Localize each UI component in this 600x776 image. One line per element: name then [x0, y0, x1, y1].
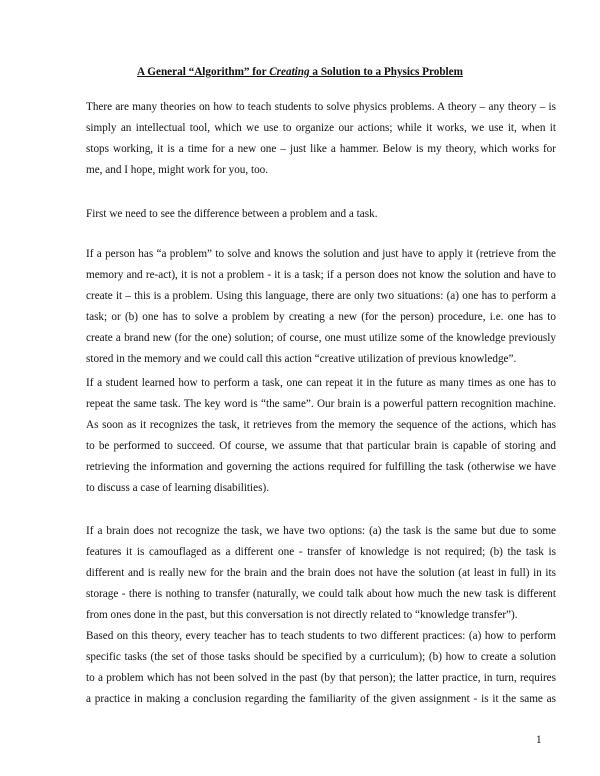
text-line: different and is really new for the brain and the brain does not have the solution (at least in full) in its [86, 567, 556, 579]
text-line: Based on this theory, every teacher has to teach students to two different practices: (a) how to perform [86, 630, 556, 642]
text-line: simply an intellectual tool, which we use to organize our actions; while it works, we use it, when it [86, 122, 556, 134]
text-line: me, and I hope, might work for you, too. [86, 164, 269, 176]
text-line: retrieving the information and governing the actions required for fulfilling the task (otherwise we have [86, 461, 556, 473]
paragraph-performing-task [86, 373, 556, 499]
text-line: If a person has “a problem” to solve and knows the solution and just have to apply it (retrieve from the [86, 248, 556, 260]
paragraph-difference [86, 204, 556, 225]
text-line: First we need to see the difference between a problem and a task. [86, 208, 378, 220]
text-line: There are many theories on how to teach students to solve physics problems. A theory – any theory – is [86, 101, 556, 113]
title-part-1: A General “Algorithm” for [137, 66, 270, 78]
text-line: stops working, it is a time for a new one – just like a hammer. Below is my theory, which works for [86, 143, 556, 155]
paragraph-brain-options [86, 521, 556, 710]
text-line: repeat the same task. The key word is “the same”. Our brain is a powerful pattern recognition machine. [86, 398, 556, 410]
text-line: to discuss a case of learning disabilities). [86, 482, 269, 494]
text-line: stored in the memory and we could call this action “creative utilization of previous knowledge”. [86, 353, 517, 365]
text-line: features it is camouflaged as a different one - transfer of knowledge is not required; (b) the task is [86, 546, 556, 558]
text-line: specific tasks (the set of those tasks should be specified by a curriculum); (b) how to create a solution [86, 651, 556, 663]
text-line: to a problem which has not been solved in the past (by that person); the latter practice, in turn, requires [86, 672, 556, 684]
title-part-2: a Solution to a Physics Problem [309, 66, 463, 78]
text-line: As soon as it recognizes the task, it retrieves from the memory the sequence of the actions, which has [86, 419, 556, 431]
text-line: storage - there is nothing to transfer (naturally, we could talk about how much the new task is different [86, 588, 556, 600]
text-line: create it – this is a problem. Using this language, there are only two situations: (a) one has to perform a [86, 290, 556, 302]
text-line: If a student learned how to perform a task, one can repeat it in the future as many times as one has to [86, 377, 556, 389]
paragraph-theories [86, 97, 556, 181]
text-line: from ones done in the past, but this conversation is not directly related to “knowledge transfer”). [86, 609, 518, 621]
text-line: a practice in making a conclusion regarding the familiarity of the given assignment - is it the same as [86, 693, 556, 705]
document-title [0, 66, 600, 78]
text-line: If a brain does not recognize the task, we have two options: (a) the task is the same but due to some [86, 525, 556, 537]
text-line: task; or (b) one has to solve a problem by creating a new (for the person) procedure, i.e. one has to [86, 311, 556, 323]
page-number: 1 [536, 734, 542, 746]
text-line: create a brand new (for the one) solution; of course, one must utilize some of the knowledge previously [86, 332, 556, 344]
title-emphasis: Creating [269, 66, 310, 78]
text-line: to be performed to succeed. Of course, we assume that that particular brain is capable of storing and [86, 440, 556, 452]
paragraph-problem-vs-task [86, 244, 556, 370]
text-line: memory and re-act), it is not a problem - it is a task; if a person does not know the solution and have to [86, 269, 556, 281]
